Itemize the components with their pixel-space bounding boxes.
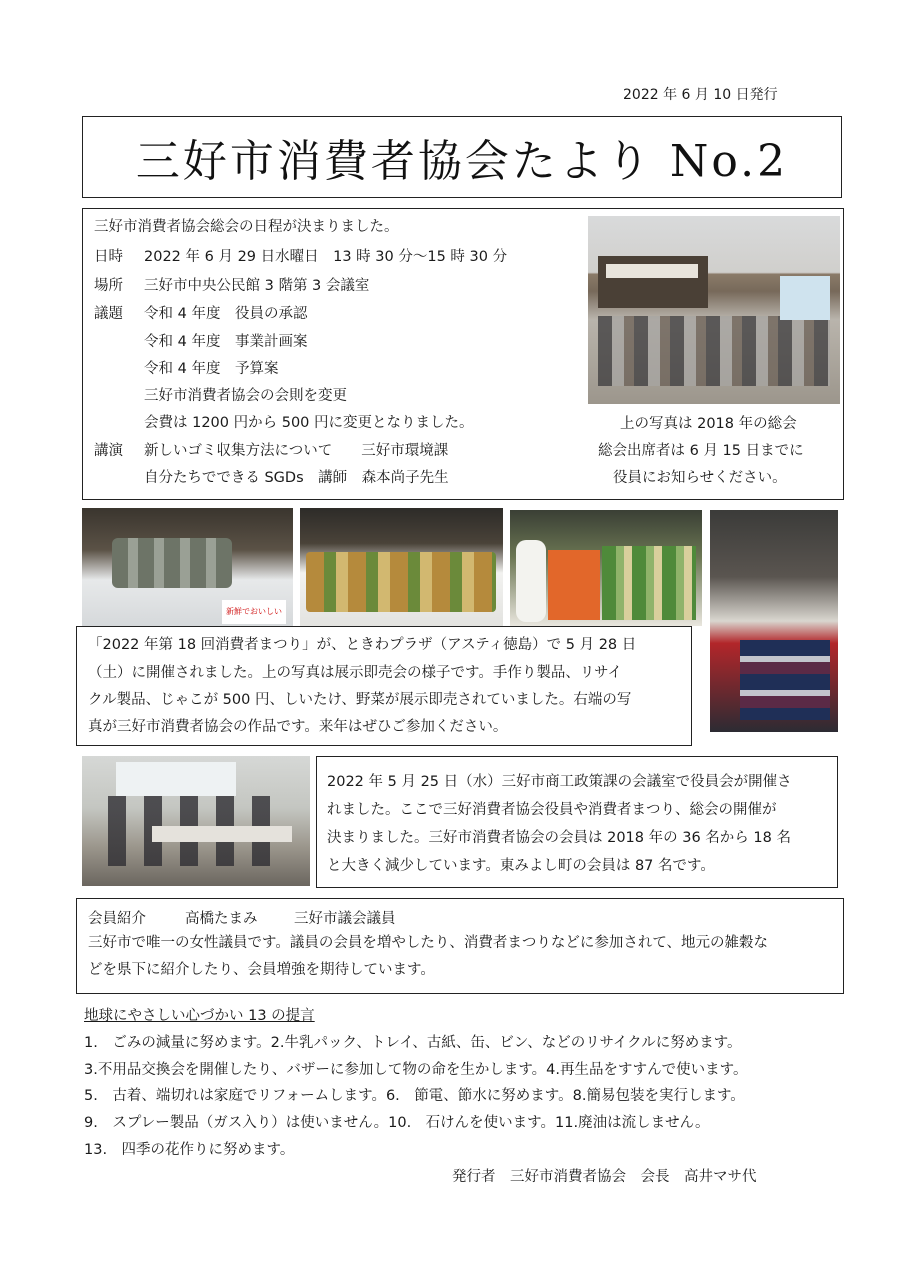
member-label: 会員紹介 <box>88 911 146 927</box>
place-value: 三好市中央公民館 3 階第 3 会議室 <box>144 278 370 294</box>
member-line: どを県下に紹介したり、会員増強を期待しています。 <box>88 962 435 978</box>
agenda-item: 三好市消費者協会の会則を変更 <box>144 388 347 404</box>
proposal-line: 9. スプレー製品（ガス入り）は使いません。10. 石けんを使います。11.廃油は流しません。 <box>84 1115 710 1131</box>
officers-line: れました。ここで三好消費者協会役員や消費者まつり、総会の開催が <box>327 802 777 818</box>
festival-line: 真が三好市消費者協会の作品です。来年はぜひご参加ください。 <box>88 719 508 735</box>
agenda-item: 令和 4 年度 予算案 <box>144 361 279 377</box>
officers-line: 2022 年 5 月 25 日（水）三好市商工政策課の会議室で役員会が開催さ <box>327 774 792 790</box>
lecture-line: 新しいゴミ収集方法について 三好市環境課 <box>144 443 449 459</box>
festival-photo-vegetables <box>510 510 702 626</box>
officers-meeting-photo <box>82 756 310 886</box>
member-role: 三好市議会議員 <box>294 911 396 927</box>
agenda-label: 議題 <box>94 306 123 322</box>
festival-line: クル製品、じゃこが 500 円、しいたけ、野菜が展示即売されていました。右端の写 <box>88 692 632 708</box>
member-header <box>88 907 396 928</box>
member-name: 高橋たまみ <box>185 911 258 927</box>
rsvp-line: 役員にお知らせください。 <box>613 470 787 486</box>
festival-photo-booth <box>710 510 838 732</box>
proposal-line: 13. 四季の花作りに努めます。 <box>84 1142 295 1158</box>
agenda-item: 令和 4 年度 役員の承認 <box>144 306 308 322</box>
page-title: 三好市消費者協会たより No.2 <box>135 136 789 187</box>
member-line: 三好市で唯一の女性議員です。議員の会員を増やしたり、消費者まつりなどに参加されて、地元の雑穀な <box>88 935 769 951</box>
officers-line: と大きく減少しています。東みよし町の会員は 87 名です。 <box>327 858 715 874</box>
festival-line: （土）に開催されました。上の写真は展示即売会の様子です。手作り製品、リサイ <box>88 665 623 681</box>
rsvp-line: 総会出席者は 6 月 15 日までに <box>598 443 804 459</box>
publisher-footer: 発行者 三好市消費者協会 会長 高井マサ代 <box>452 1169 757 1185</box>
agenda-item: 会費は 1200 円から 500 円に変更となりました。 <box>144 415 474 431</box>
festival-photo-goods <box>300 508 503 626</box>
proposal-line: 1. ごみの減量に努めます。2.牛乳パック、トレイ、古紙、缶、ビン、などのリサイクルに努めます。 <box>84 1035 742 1051</box>
lecture-line: 自分たちでできる SGDs 講師 森本尚子先生 <box>144 470 449 486</box>
photo-price-tag: 新鮮でおいしい <box>222 600 286 624</box>
meeting-place-row <box>94 274 370 295</box>
title-box <box>82 116 842 198</box>
proposals-title: 地球にやさしい心づかい 13 の提言 <box>84 1008 315 1024</box>
officers-line: 決まりました。三好市消費者協会の会員は 2018 年の 36 名から 18 名 <box>327 830 791 846</box>
proposal-line: 5. 古着、端切れは家庭でリフォームします。6. 節電、節水に努めます。8.簡易包装を実行します。 <box>84 1088 745 1104</box>
place-label: 場所 <box>94 278 123 294</box>
agenda-item: 令和 4 年度 事業計画案 <box>144 334 308 350</box>
date-value: 2022 年 6 月 29 日水曜日 13 時 30 分～15 時 30 分 <box>144 249 508 265</box>
festival-line: 「2022 年第 18 回消費者まつり」が、ときわプラザ（アスティ徳島）で 5 月 28 日 <box>88 637 637 653</box>
meeting-date-row <box>94 245 508 266</box>
proposal-line: 3.不用品交換会を開催したり、バザーに参加して物の命を生かします。4.再生品をすすんで使います。 <box>84 1062 748 1078</box>
date-label: 日時 <box>94 249 123 265</box>
issue-date: 2022 年 6 月 10 日発行 <box>623 87 778 103</box>
meeting-headline: 三好市消費者協会総会の日程が決まりました。 <box>94 219 399 235</box>
general-meeting-photo <box>588 216 840 404</box>
photo-caption: 上の写真は 2018 年の総会 <box>620 416 797 432</box>
lecture-label: 講演 <box>94 443 123 459</box>
festival-photo-fish <box>82 508 293 628</box>
